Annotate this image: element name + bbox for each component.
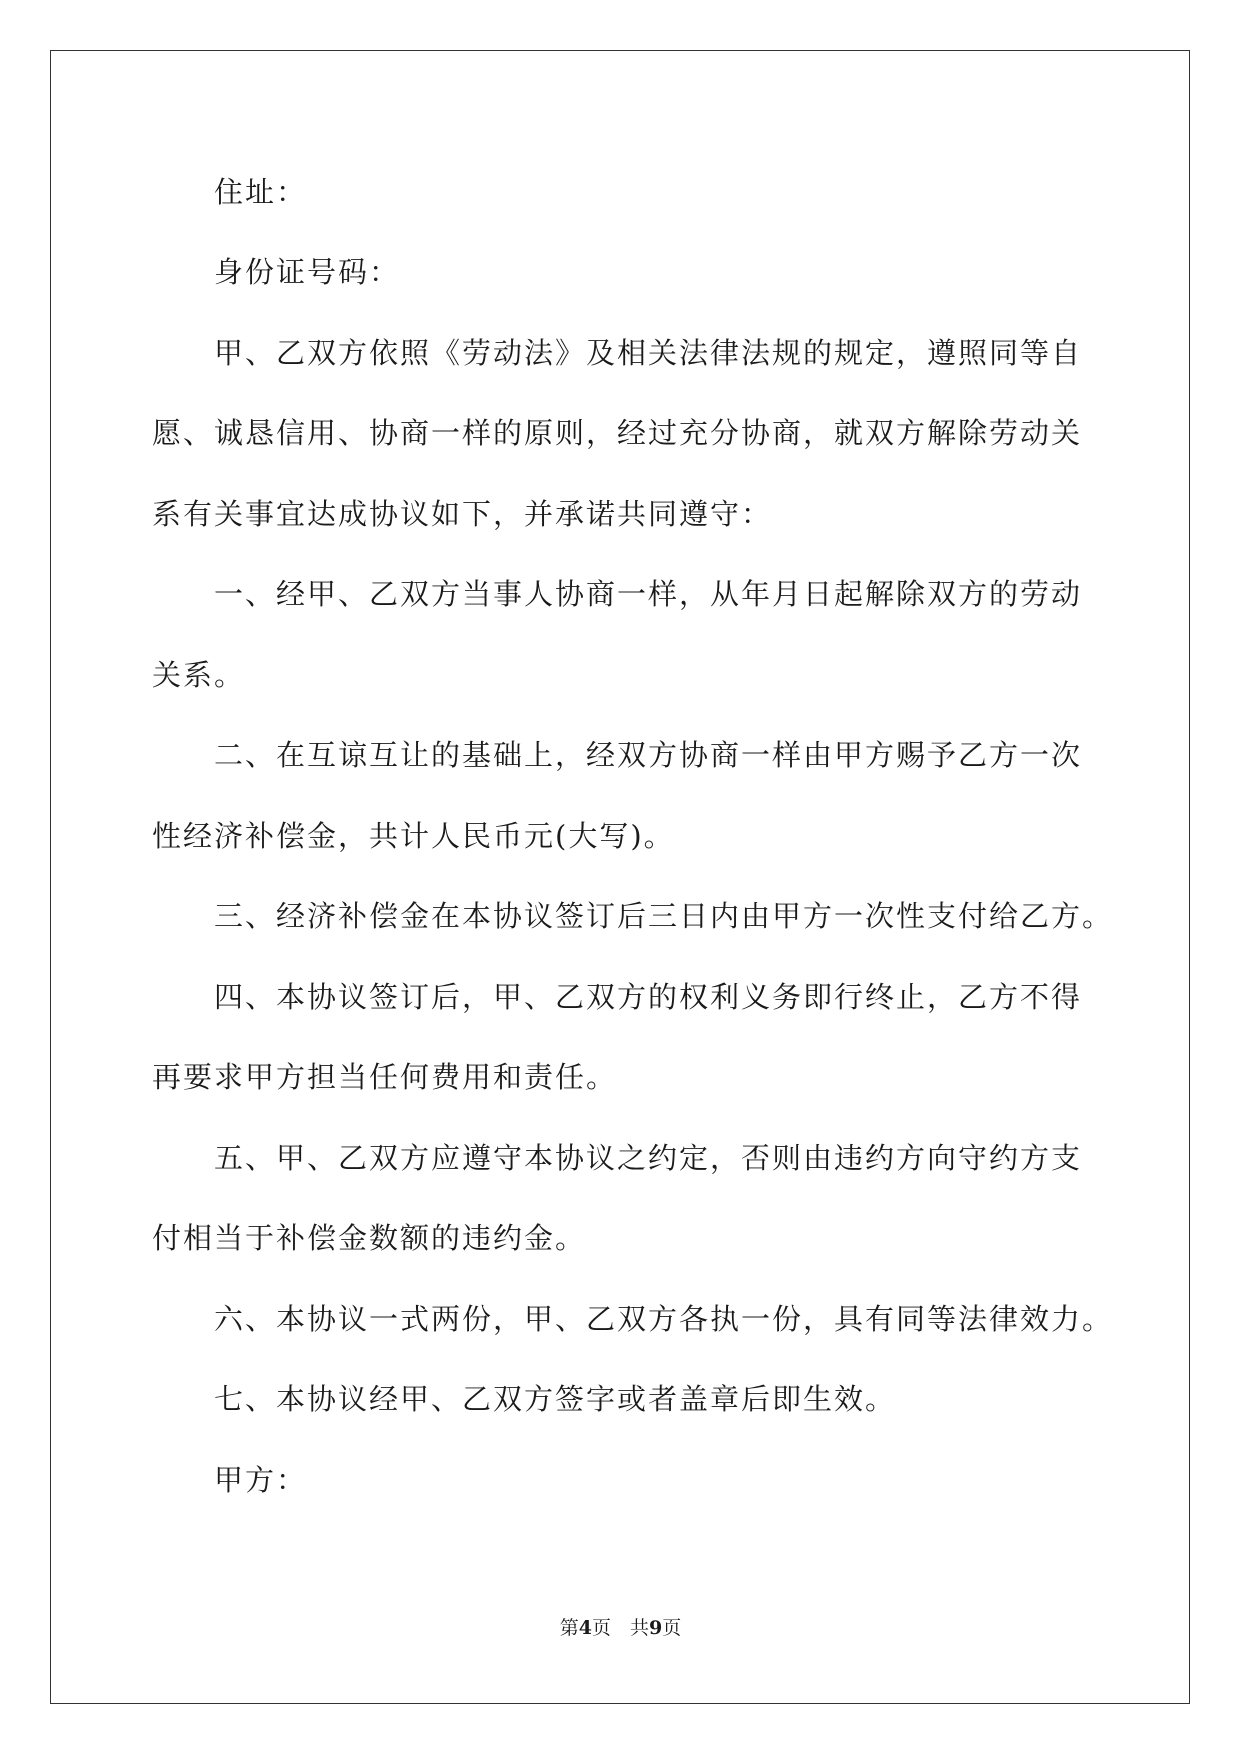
clause-1-line-1: 一、经甲、乙双方当事人协商一样，从年月日起解除双方的劳动 (214, 577, 1083, 611)
page-footer (0, 1616, 1241, 1640)
text-line-id-number: 身份证号码： (214, 255, 401, 289)
clause-4-line-2: 再要求甲方担当任何费用和责任。 (152, 1060, 618, 1094)
page-border (50, 50, 1190, 1704)
clause-2-line-2: 性经济补偿金，共计人民币元(大写)。 (152, 819, 675, 853)
clause-2-line-1: 二、在互谅互让的基础上，经双方协商一样由甲方赐予乙方一次 (214, 738, 1083, 772)
paragraph-intro-line-3: 系有关事宜达成协议如下，并承诺共同遵守： (152, 497, 773, 531)
paragraph-intro-line-2: 愿、诚恳信用、协商一样的原则，经过充分协商，就双方解除劳动关 (152, 416, 1083, 450)
clause-5-line-2: 付相当于补偿金数额的违约金。 (152, 1221, 587, 1255)
clause-5-line-1: 五、甲、乙双方应遵守本协议之约定，否则由违约方向守约方支 (214, 1141, 1083, 1175)
clause-3-line-1: 三、经济补偿金在本协议签订后三日内由甲方一次性支付给乙方。 (214, 899, 1114, 933)
text-line-address: 住址： (214, 175, 308, 209)
clause-7-line-1: 七、本协议经甲、乙双方签字或者盖章后即生效。 (214, 1382, 897, 1416)
clause-1-line-2: 关系。 (152, 658, 246, 692)
footer-total-pages: 9 (649, 1617, 663, 1639)
clause-4-line-1: 四、本协议签订后，甲、乙双方的权利义务即行终止，乙方不得 (214, 980, 1083, 1014)
party-a-label: 甲方： (214, 1463, 308, 1497)
clause-6-line-1: 六、本协议一式两份，甲、乙双方各执一份，具有同等法律效力。 (214, 1302, 1114, 1336)
paragraph-intro-line-1: 甲、乙双方依照《劳动法》及相关法律法规的规定，遵照同等自 (214, 336, 1083, 370)
footer-suffix: 页 (662, 1617, 682, 1639)
footer-mid: 页 共 (591, 1617, 649, 1639)
footer-prefix: 第 (559, 1617, 579, 1639)
footer-page-number: 4 (578, 1617, 592, 1639)
